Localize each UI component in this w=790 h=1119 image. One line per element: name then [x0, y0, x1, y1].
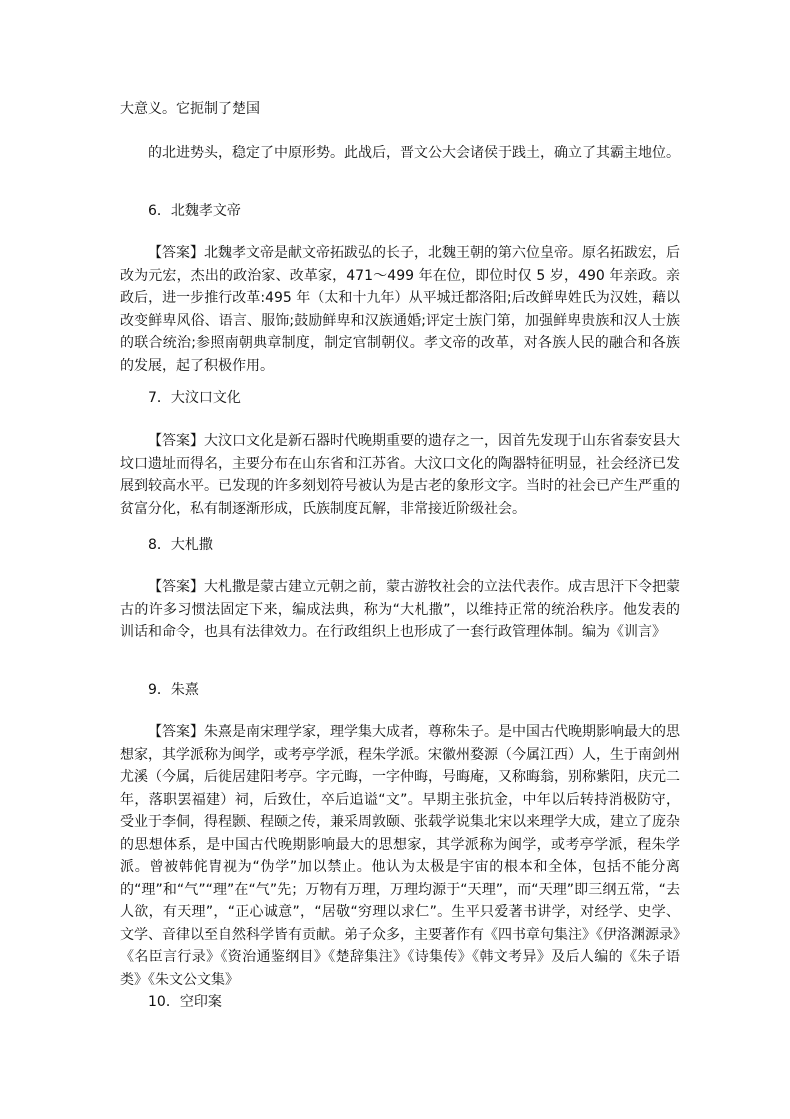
- intro-line-2: 的北进势头，稳定了中原形势。此战后，晋文公大会诸侯于践土，确立了其霸主地位。: [148, 145, 680, 161]
- heading-9: 9．朱熹: [148, 682, 199, 698]
- answer-7: 【答案】大汶口文化是新石器时代晚期重要的遗存之一，因首先发现于山东省泰安县大坟口遗址而得名，主要分布在山东省和江苏省。大汶口文化的陶器特征明显，社会经济已发展到较高水平。已发现的许多刻划符号被认为是古老的象形文字。当时的社会已产生严重的贫富分化，私有制逐渐形成，氏族制度瓦解，非常接近阶级社会。: [120, 433, 680, 517]
- answer-6: 【答案】北魏孝文帝是献文帝拓跋弘的长子，北魏王朝的第六位皇帝。原名拓跋宏，后改为元宏，杰出的政治家、改革家，471～499 年在位，即位时仅 5 岁，490 年亲政。亲政后，进一步推行改革:495 年（太和十九年）从平城迁都洛阳;后改鲜卑姓氏为汉姓，藉以改变鲜卑风俗、语言、服饰;鼓励鲜卑和汉族通婚;评定士族门第，加强鲜卑贵族和汉人士族的联合统治;参照南朝典章制度，制定官制朝仪。孝文帝的改革，对各族人民的融合和各族的发展，起了积极作用。: [120, 245, 680, 374]
- intro-line-1: 大意义。它扼制了楚国: [120, 101, 260, 117]
- answer-8: 【答案】大札撒是蒙古建立元朝之前，蒙古游牧社会的立法代表作。成吉思汗下令把蒙古的许多习惯法固定下来，编成法典，称为“大札撒”，以维持正常的统治秩序。他发表的训话和命令，也具有法律效力。在行政组织上也形成了一套行政管理体制。编为《训言》: [120, 579, 680, 640]
- heading-8: 8．大札撒: [148, 537, 213, 553]
- heading-7: 7．大汶口文化: [148, 390, 241, 406]
- heading-6: 6．北魏孝文帝: [148, 203, 241, 219]
- heading-10: 10．空印案: [148, 994, 222, 1010]
- answer-9: 【答案】朱熹是南宋理学家，理学集大成者，尊称朱子。是中国古代晚期影响最大的思想家，其学派称为闽学，或考亭学派，程朱学派。宋徽州婺源（今属江西）人，生于南剑州尤溪（今属，后徙居建阳考亭。字元晦，一字仲晦，号晦庵，又称晦翁，别称紫阳，庆元二年，落职罢福建）祠，后致仕，卒后追谥“文”。早期主张抗金，中年以后转持消极防守，受业于李侗，得程颢、程颐之传，兼采周敦颐、张载学说集北宋以来理学大成，建立了庞杂的思想体系，是中国古代晚期影响最大的思想家，其学派称为闽学，或考亭学派，程朱学派。曾被韩侂胄视为“伪学”加以禁止。他认为太极是宇宙的根本和全体，包括不能分离的“理”和“气”“理”在“气”先；万物有万理，万理均源于“天理”，而“天理”即三纲五常，“去人欲，有天理”，“正心诚意”，“居敬“穷理以求仁”。生平只爱著书讲学，对经学、史学、文学、音律以至自然科学皆有贡献。弟子众多，主要著作有《四书章句集注》《伊洛渊源录》《名臣言行录》《资治通鉴纲目》《楚辞集注》《诗集传》《韩文考异》及后人编的《朱子语类》《朱文公文集》: [120, 724, 680, 988]
